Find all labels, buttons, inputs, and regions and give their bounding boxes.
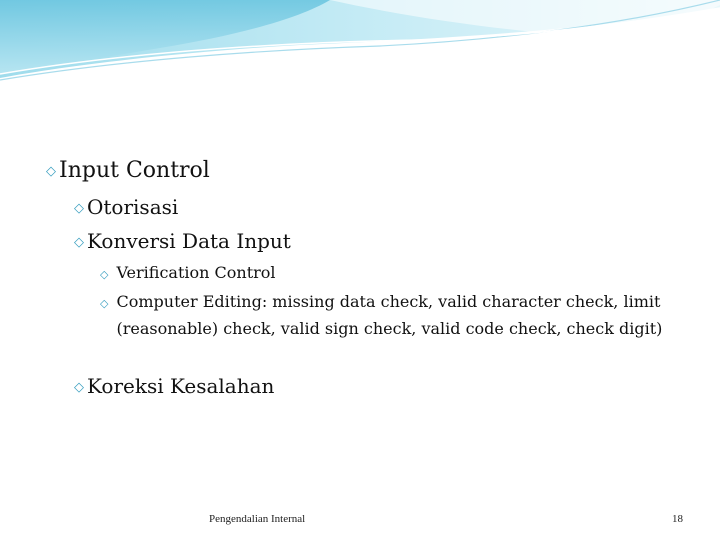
bullet-text: Computer Editing: missing data check, valid character check, limit (reasonable) check, valid sign check, valid code check, check digit) [116, 292, 663, 338]
bullet-icon: ◇ [100, 268, 109, 281]
page-number: 18 [672, 513, 683, 525]
bullet-item-computer-editing [100, 288, 685, 342]
bullet-item-verification-control [100, 263, 276, 282]
bullet-icon: ◇ [74, 201, 84, 216]
bullet-text: Otorisasi [87, 195, 179, 219]
bullet-text: Konversi Data Input [87, 229, 291, 253]
bullet-item-input-control [46, 158, 210, 183]
bullet-text: Input Control [59, 158, 210, 183]
bullet-item-koreksi-kesalahan [74, 374, 274, 398]
bullet-item-otorisasi [74, 195, 178, 219]
bullet-icon: ◇ [74, 380, 84, 395]
bullet-icon: ◇ [46, 164, 56, 179]
header-banner [0, 0, 720, 90]
bullet-item-konversi-data-input [74, 229, 291, 253]
bullet-text: Koreksi Kesalahan [87, 374, 275, 398]
footer-title: Pengendalian Internal [209, 513, 306, 525]
bullet-icon: ◇ [74, 235, 84, 250]
bullet-text: Verification Control [116, 263, 276, 282]
bullet-icon: ◇ [100, 297, 109, 310]
